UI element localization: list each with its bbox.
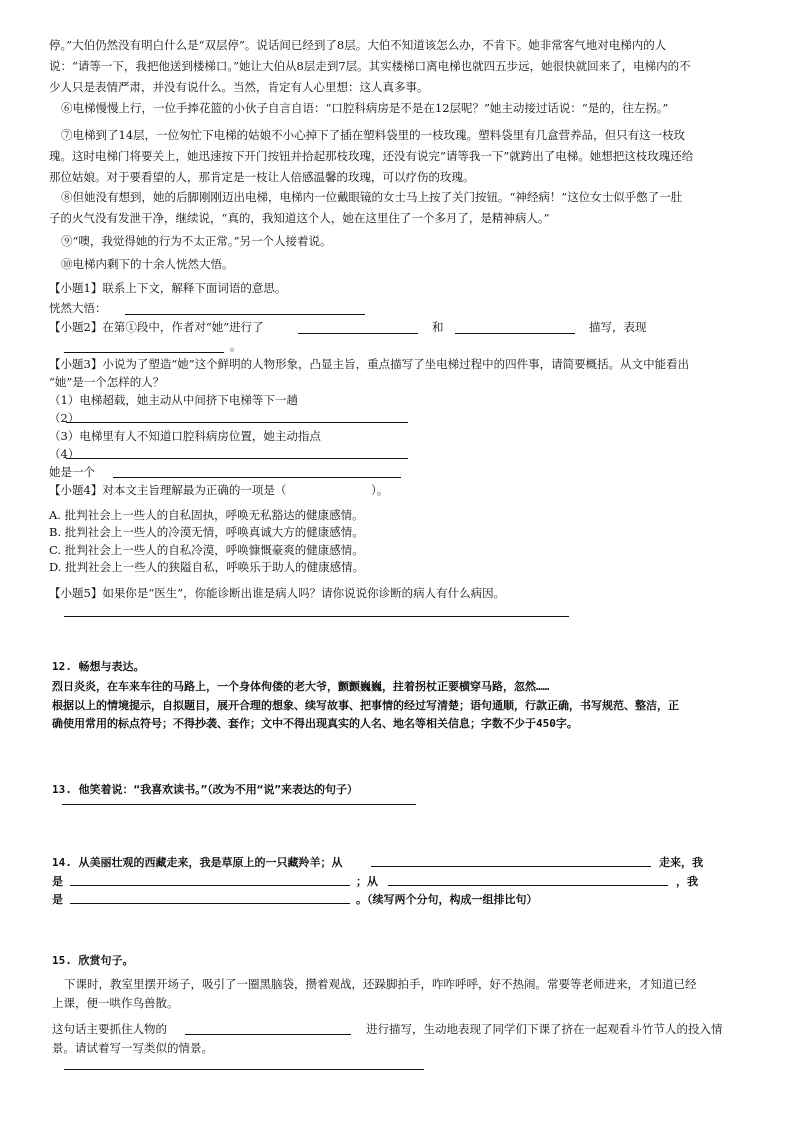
passage-line: 停。”大伯仍然没有明白什么是“双层停”。说话间已经到了8层。大伯不知道该怎么办，不肯下。她非常客气地对电梯内的人 [49, 38, 667, 52]
answer-blank[interactable] [70, 903, 350, 904]
answer-blank[interactable] [125, 314, 365, 315]
answer-blank[interactable] [185, 1034, 351, 1035]
question-2-and: 和 [432, 320, 444, 334]
question-13-stem: 13. 他笑着说：“我喜欢读书。”（改为不用“说”来表达的句子） [52, 783, 358, 796]
answer-blank[interactable] [64, 616, 569, 617]
question-1-word: 恍然大悟： [49, 301, 107, 315]
question-14-text: 走来，我 [659, 856, 703, 869]
question-14-text: ，我 [676, 875, 698, 888]
question-14-text: 是 [52, 893, 63, 906]
question-4-option-b[interactable]: B. 批判社会上一些人的冷漠无情，呼唤真诚大方的健康感情。 [49, 525, 364, 539]
question-12-scenario: 烈日炎炎，在车来车往的马路上，一个身体佝偻的老大爷，颤颤巍巍，拄着拐杖正要横穿马路，忽然…… [52, 680, 550, 693]
question-15-stem: 进行描写，生动地表现了同学们下课了挤在一起观看斗竹节人的投入情 [366, 1022, 723, 1036]
passage-line: 少人只是表情严肃，并没有说什么。当然，肯定有人心里想：这人真多事。 [49, 80, 429, 94]
passage-paragraph-9: ⑨“噢，我觉得她的行为不太正常。”另一个人接着说。 [61, 234, 332, 248]
question-3-who: 她是一个 [49, 465, 95, 479]
question-4-option-a[interactable]: A. 批判社会上一些人的自私固执，呼唤无私豁达的健康感情。 [49, 508, 364, 522]
passage-line: 说：“请等一下，我把他送到楼梯口。”她让大伯从8层走到7层。其实楼梯口离电梯也就四五步远，她很快就回来了，电梯内的不 [49, 59, 691, 73]
passage-line: 那位姑娘。对于要看望的人，那肯定是一枝让人倍感温馨的玫瑰，可以疗伤的玫瑰。 [49, 170, 475, 184]
answer-blank[interactable] [113, 477, 401, 478]
answer-blank[interactable] [66, 422, 408, 423]
answer-blank[interactable] [388, 885, 668, 886]
answer-blank[interactable] [62, 804, 416, 805]
question-4-stem: 【小题4】对本文主旨理解最为正确的一项是（ [49, 483, 287, 497]
question-3-item-2: （2） [49, 411, 80, 425]
question-3-stem: “她”是一个怎样的人？ [49, 375, 165, 389]
answer-blank[interactable] [66, 458, 408, 459]
answer-blank[interactable] [298, 333, 418, 334]
passage-line: 子的火气没有发泄干净，继续说，“真的，我知道这个人，她在这里住了一个多月了，是精神病人。” [49, 211, 550, 225]
question-4-option-d[interactable]: D. 批判社会上一些人的狭隘自私，呼唤乐于助人的健康感情。 [49, 560, 365, 574]
question-14-stem: 14. 从美丽壮观的西藏走来，我是草原上的一只藏羚羊；从 [52, 856, 343, 869]
question-15-passage: 上课，便一哄作鸟兽散。 [52, 996, 179, 1010]
question-2-post: 描写，表现 [589, 320, 647, 334]
passage-line: 瑰。这时电梯门将要关上，她迅速按下开门按钮并拾起那枝玫瑰，还没有说完“请等我一下”就跨出了电梯。她想把这枝玫瑰还给 [49, 149, 694, 163]
question-2-end: 。 [230, 339, 242, 353]
question-4-close: ）。 [371, 483, 389, 497]
answer-blank[interactable] [64, 1069, 424, 1070]
question-5-stem: 【小题5】如果你是“医生”，你能诊断出谁是病人吗？请你说说你诊断的病人有什么病因。 [49, 586, 506, 600]
question-3-stem: 【小题3】小说为了塑造“她”这个鲜明的人物形象，凸显主旨，重点描写了坐电梯过程中的四件事，请简要概括。从文中能看出 [49, 357, 690, 371]
question-4-option-c[interactable]: C. 批判社会上一些人的自私冷漠，呼唤慷慨豪爽的健康感情。 [49, 543, 364, 557]
answer-blank[interactable] [70, 885, 350, 886]
question-14-text: 是 [52, 875, 63, 888]
question-2-stem: 【小题2】在第①段中，作者对“她”进行了 [49, 320, 264, 334]
question-3-item-4: （4） [49, 447, 80, 461]
question-3-item-1: （1）电梯超载，她主动从中间挤下电梯等下一趟 [49, 393, 298, 407]
answer-blank[interactable] [455, 333, 575, 334]
question-12-title: 12. 畅想与表达。 [52, 660, 145, 673]
passage-paragraph-8: ⑧但她没有想到，她的后脚刚刚迈出电梯，电梯内一位戴眼镜的女士马上按了关门按钮。“神经病！”这位女士似乎憋了一肚 [61, 190, 683, 204]
question-1-label: 【小题1】联系上下文，解释下面词语的意思。 [49, 281, 287, 295]
question-15-stem: 景。请试着写一写类似的情景。 [52, 1041, 213, 1055]
question-3-item-3: （3）电梯里有人不知道口腔科病房位置，她主动指点 [49, 429, 321, 443]
answer-blank[interactable] [371, 866, 651, 867]
answer-blank[interactable] [64, 352, 224, 353]
passage-paragraph-7: ⑦电梯到了14层，一位匆忙下电梯的姑娘不小心掉下了插在塑料袋里的一枝玫瑰。塑料袋里有几盒营养品，但只有这一枝玫 [61, 128, 686, 142]
question-15-stem: 这句话主要抓住人物的 [52, 1022, 167, 1036]
question-14-text: 。（续写两个分句，构成一组排比句） [356, 893, 538, 906]
question-12-instructions: 根据以上的情境提示，自拟题目，展开合理的想象、续写故事、把事情的经过写清楚；语句通顺，行款正确，书写规范、整洁，正 [52, 699, 679, 712]
question-15-title: 15. 欣赏句子。 [52, 954, 134, 967]
question-15-passage: 下课时，教室里摆开场子，吸引了一圈黑脑袋，攒着观战，还跺脚拍手，咋咋呼呼，好不热闹。常要等老师进来，才知道已经 [64, 977, 697, 991]
question-14-text: ；从 [356, 875, 378, 888]
question-12-instructions: 确使用常用的标点符号；不得抄袭、套作；文中不得出现真实的人名、地名等相关信息；字数不少于450字。 [52, 717, 578, 730]
passage-paragraph-6: ⑥电梯慢慢上行，一位手捧花篮的小伙子自言自语：“口腔科病房是不是在12层呢？”她主动接过话说：“是的，往左拐。” [61, 101, 669, 115]
passage-paragraph-10: ⑩电梯内剩下的十余人恍然大悟。 [61, 257, 234, 271]
